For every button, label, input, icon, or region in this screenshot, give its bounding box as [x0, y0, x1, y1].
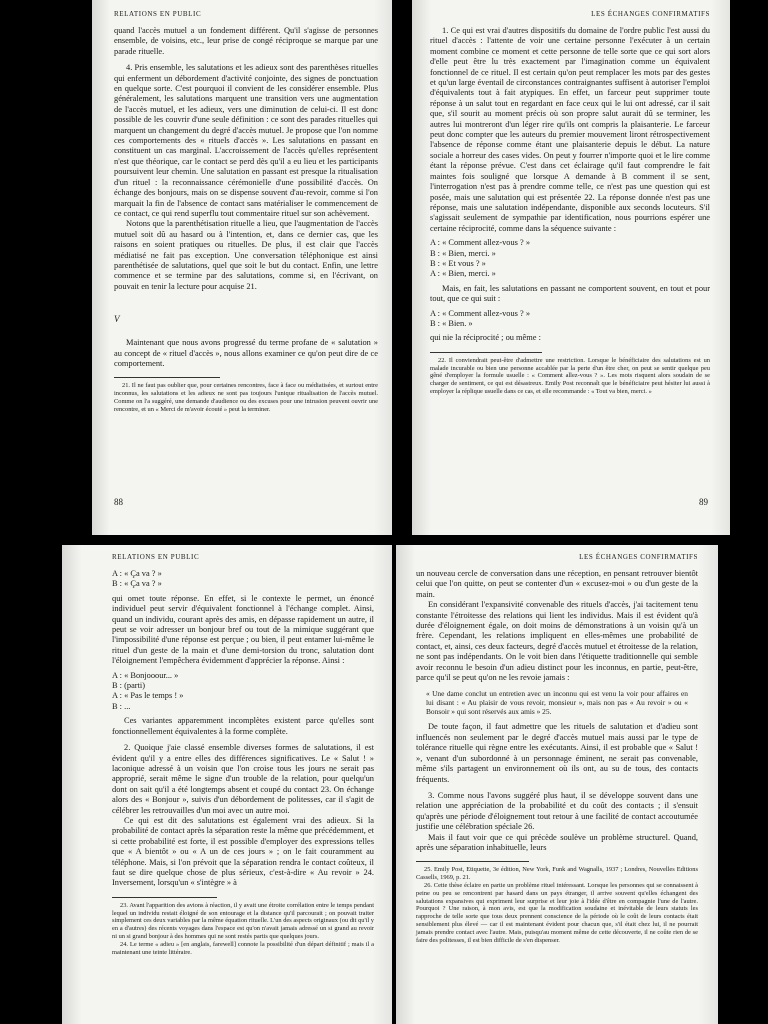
paragraph: qui omet toute réponse. En effet, si le contexte le permet, un énoncé individuel peut servir d'équivalent fonctionnel à l'échange complet. Ainsi, quand un individu, courant après des amis, en dépasse rapidement un autre, il peut se voir adresser un bonjour bref ou tout de la mimique suggérant que l'impossibilité d'une réponse est perçue ; ou bien, il peut entamer lui-même le rituel d'un geste de la main et d'une demi-torsion du tronc, salutation dont l'éloignement l'empêchera évidemment d'apprécier la réponse. Ainsi :	[112, 593, 374, 666]
page-body-mid	[430, 284, 710, 305]
dialogue-block	[112, 671, 374, 713]
paragraph: quand l'accès mutuel a un fondement différent. Qu'il s'agisse de personnes ensemble, de voisins, etc., leur prise de congé réciproque se marque par une parade rituelle.	[114, 26, 378, 56]
paragraph: Notons que la parenthétisation rituelle a lieu, que l'augmentation de l'accès mutuel soit dû au hasard ou à l'intention, et, dans ce dernier cas, que les raisons en soient pratiques ou rituelles. De plus, il est clair que l'accès médiatisé ne fait pas exception. Une conversation téléphonique est ainsi parenthétisée de salutations, quel que soit le but du contact. Enfin, une lettre commence et se termine par des salutations, comme si, en l'écrivant, on pouvait en tenir la lecture pour acquise 21.	[114, 219, 378, 291]
page-89	[412, 0, 730, 535]
paragraph: 1. Ce qui est vrai d'autres dispositifs du domaine de l'ordre public l'est aussi du rituel d'accès : l'attente de voir une certaine personne l'exécuter à un certain moment combine ce moment et cette personne de telle sorte que ce qui sort alors d'elle peut être lu très exactement par l'imagination comme un équivalent fonctionnel de ce rituel. Il est certain qu'on peut remplacer les mots par des gestes et qu'un large éventail de circonstances contraignantes suffisent à autoriser l'emploi d'équivalents tout à fait atypiques. En effet, un farceur peut supprimer toute réponse à un salut tout en regardant en face ceux qui le lui ont adressé, car il sait que, s'il sourit au moment précis où son propre salut aurait dû se terminer, les autres lui montreront d'un léger rire qu'ils ont compris la plaisanterie. Le farceur peut donc compter que les auteurs du premier mouvement liront rétrospectivement l'absence de réponse comme étant une plaisanterie depuis le début. La nature sociale a horreur des cases vides. On peut y fourrer n'importe quoi et le lire comme étant la réponse prévue. C'est dans cet éclairage qu'il faut comprendre le fait maintes fois souligné que lorsque A demande à B comment il se sent, l'interrogation n'est pas à prendre comme telle, ce n'est pas une question qui est posée, mais une salutation qui est présentée 22. La réponse donnée n'est pas une réponse, mais une salutation indépendante, disponible aux seconds locuteurs. S'il s'agissait seulement de sympathie par identification, nous pourrions espérer une certaine réciprocité, comme dans la séquence suivante :	[430, 26, 710, 233]
paragraph: 2. Quoique j'aie classé ensemble diverses formes de salutations, il est évident qu'il y a entre elles des différences significatives. Le « Salut ! » laconique adressé à un voisin que l'on croise tous les jours ne serait pas approprié, serait même le signe d'un trouble de la relation, pour quelqu'un dont on sait qu'il a été longtemps absent et coupé du contact 23. On échange alors des « Bonjour », suivis d'un débordement de politesses, car il s'agit de célébrer les retrouvailles d'un moi avec un autre moi.	[112, 743, 374, 815]
footnotes	[416, 866, 698, 944]
paragraph: 3. Comme nous l'avons suggéré plus haut, il se développe souvent dans une relation une appréciation de la probabilité et du coût des contacts ; il s'ensuit qu'après une période d'éloignement tout retour à une facilité de contact accoutumée justifie une célébration spéciale 26.	[416, 790, 698, 832]
paragraph: De toute façon, il faut admettre que les rituels de salutation et d'adieu sont influencés non seulement par le degré d'accès mutuel mais aussi par le type de tolérance rituelle qui règne entre les exécutants. Ainsi, il est probable que « Salut ! », venant d'un subordonné à un personnage éminent, ne serait pas convenable, même s'ils partagent un environnement où ils ont, au su de tous, des contacts fréquents.	[416, 722, 698, 784]
running-header	[112, 553, 374, 561]
dialogue-line: B : « Bien. »	[430, 318, 473, 328]
dialogue-line: B : ...	[112, 701, 131, 711]
running-header-text: LES ÉCHANGES CONFIRMATIFS	[579, 553, 698, 561]
dialogue-line: A : « Bien, merci. »	[430, 269, 496, 279]
footnotes	[114, 382, 378, 413]
dialogue-block	[112, 569, 374, 590]
dialogue-line: A : « Comment allez-vous ? »	[430, 308, 531, 318]
running-header	[114, 10, 378, 18]
footnote-rule	[112, 897, 217, 898]
paragraph: 4. Pris ensemble, les salutations et les adieux sont des parenthèses rituelles qui enferment un débordement d'activité conjointe, des signes de ponctuation en quelque sorte. C'est pourquoi il convient de les considérer ensemble. Plus généralement, les salutations marquent une transition vers une augmentation de l'accès mutuel, et les adieux, vers une diminution de celui-ci. Il est donc possible de les couvrir d'une seule définition : ce sont des parades rituelles qui marquent un changement du degré d'accès mutuel. Je propose que l'on nomme ces comportements des « rituels d'accès ». Les salutations en passant en constituent un cas marginal. L'accroissement de l'accès qu'elles représentent n'est que théorique, car le contact se perd dès qu'il a eu lieu et les participants poursuivent leur chemin. Une salutation en passant est presque la ritualisation d'un rituel : la reconnaissance cérémonielle d'une possibilité d'accès. On échange des bonjours, mais on se dispense souvent d'au-revoir, comme si l'on marquait la fin de l'absence de contact sans matérialiser le commencement de ce contact, ce qui rend superflu tout commentaire rituel sur son achèvement.	[114, 63, 378, 218]
running-header	[430, 10, 710, 18]
dialogue-line: B : « Bien, merci. »	[430, 248, 496, 258]
paragraph: qui nie la réciprocité ; ou même :	[430, 333, 541, 343]
page-91	[396, 545, 718, 1024]
paragraph: Mais, en fait, les salutations en passant ne comportent souvent, en tout et pour tout, que ce qui suit :	[430, 283, 710, 304]
footnote: 24. Le terme « adieu » [en anglais, farewell] connote la possibilité d'un départ définitif ; mais il a maintenant une teinte littéraire.	[112, 940, 374, 956]
footnote: 21. Il ne faut pas oublier que, pour certaines rencontres, face à face ou médiatisées, et surtout entre inconnus, les salutations et les adieux ne sont pas toujours l'unique ritualisation de l'accès mutuel. Comme on l'a suggéré, une demande d'audience ou des excuses pour une intrusion peuvent ouvrir une rencontre, et un « Merci de m'avoir écouté » peut la terminer.	[114, 382, 378, 413]
dialogue-line: A : « Bonjooour... »	[112, 670, 179, 680]
footnotes	[112, 902, 374, 957]
paragraph: Ces variantes apparemment incomplètes existent parce qu'elles sont fonctionnellement équivalentes à la forme complète.	[112, 716, 374, 736]
page-88	[92, 0, 392, 535]
dialogue-block	[430, 309, 710, 330]
page-body-mid	[112, 716, 374, 889]
dialogue-line: A : « Pas le temps ! »	[112, 691, 184, 701]
page-body	[114, 26, 378, 292]
running-header-text: LES ÉCHANGES CONFIRMATIFS	[591, 10, 710, 18]
page-number: 89	[699, 497, 708, 507]
block-quote: « Une dame conclut un entretien avec un inconnu qui est venu la voir pour affaires en lui disant : « Au plaisir de vous revoir, monsieur », mais non pas « Au revoir » ou « Bonsoir » qui sont réservés aux amis » 25.	[426, 689, 688, 717]
page-body	[112, 594, 374, 667]
footnote: 23. Avant l'apparition des avions à réaction, il y avait une étroite corrélation entre le temps pendant lequel un individu restait éloigné de son entourage et la distance qu'il parcourait ; on pouvait traiter simplement ces deux variables par la même équation rituelle. L'un des aspects originaux (ou dit qu'il y en a d'autres) des récents voyages dans l'espace est qu'on n'avait jamais adressé un si grand au revoir ni un si grand bonjour à des hommes qui ne sont restés partis que quelques jours.	[112, 901, 374, 940]
dialogue-block	[430, 238, 710, 280]
page-body-continued	[114, 338, 378, 369]
paragraph: Maintenant que nous avons progressé du terme profane de « salutation » au concept de « rituel d'accès », nous allons examiner ce qu'on peut dire de ce comportement.	[114, 338, 378, 368]
page-90	[62, 545, 392, 1024]
paragraph: En considérant l'expansivité convenable des rituels d'accès, j'ai tacitement tenu constante l'étroitesse des relations qui lient les individus. Mais il est évident qu'à durée d'éloignement égale, on doit moins de démonstrations à un voisin qu'à un frère. Cependant, les relations impliquent en elles-mêmes une probabilité de contact, et, ainsi, ces deux facteurs, degré d'accès mutuel et étroitesse de la relation, ne sont pas indépendants. On le voit bien dans l'étiquette traditionnelle qui semble avoir reconnu le besoin d'un adieu distinct pour les inconnus, en partie, peut-être, parce qu'il se peut qu'on ne les revoie jamais :	[416, 600, 698, 683]
page-body	[430, 26, 710, 234]
paragraph: un nouveau cercle de conversation dans une réception, en pensant retrouver bientôt celui que l'on quitte, on peut se contenter d'un « excusez-moi » ou d'un geste de la main.	[416, 569, 698, 599]
page-body-mid	[416, 722, 698, 853]
dialogue-line: B : « Ça va ? »	[112, 579, 162, 589]
page-body	[416, 569, 698, 683]
running-header-text: RELATIONS EN PUBLIC	[114, 10, 202, 18]
dialogue-line: B : « Et vous ? »	[430, 258, 486, 268]
paragraph: Mais il faut voir que ce qui précède soulève un problème structurel. Quand, après une séparation inhabituelle, leurs	[416, 832, 698, 852]
running-header-text: RELATIONS EN PUBLIC	[112, 553, 200, 561]
footnotes	[430, 357, 710, 396]
section-number: V	[114, 314, 120, 325]
dialogue-line: A : « Ça va ? »	[112, 569, 162, 578]
paragraph: Ce qui est dit des salutations est également vrai des adieux. Si la probabilité de contact après la séparation reste la même que précédemment, et si cette probabilité est forte, il est possible d'employer des expressions telles que « A bientôt » ou « A un de ces jours » ; on le fait couramment au téléphone. Mais, si l'on prévoit que la séparation rendra le contact coûteux, il faut se dire quelque chose de plus sérieux, c'est-à-dire « Au revoir » 24. Inversement, lorsqu'un « s'intègre » à	[112, 815, 374, 888]
running-header	[416, 553, 698, 561]
footnote-rule	[114, 377, 220, 378]
dialogue-line: A : « Comment allez-vous ? »	[430, 238, 531, 248]
footnote: 26. Cette thèse éclaire en partie un problème rituel intéressant. Lorsque les personnes qui se connaissent à peine ou peu se rencontrent par hasard dans un pays étranger, il arrive souvent qu'elles échangent des salutations expansives qui expriment leur surprise et leur joie à l'idée d'être en compagnie l'une de l'autre. Pourquoi ? Une raison, à mon avis, est que la modification soudaine et inévitable de leurs statuts les rapproche de telle sorte que tous deux prennent conscience de la période où le coût de leurs contacts était sensiblement plus élevé — car il est maintenant évident pour chacun que, s'il était chez lui, il ne pourrait jamais prendre contact avec l'autre. Mais, puisqu'au moment même de cette découverte, il ne coûte rien de se faire des politesses, il est bien difficile de s'en dispenser.	[416, 881, 698, 944]
footnote-rule	[416, 861, 529, 862]
dialogue-line: B : (parti)	[112, 681, 146, 691]
footnote: 22. Il conviendrait peut-être d'admettre une restriction. Lorsque le bénéficiaire des salutations est un malade incurable ou bien une personne accablée par la perte d'un être cher, on peut se sentir quelque peu gêné d'employer la formule usuelle : « Comment allez-vous ? ». Les mots risquent alors soudain de se charger de sentiment, ce qui est désastreux. Emily Post reconnaît que le bénéficiaire peut hésiter lui aussi à employer la réplique usuelle dans ce cas, et elle recommande : « Tout va bien, merci. »	[430, 356, 710, 395]
page-number: 88	[114, 497, 123, 507]
page-body-end	[430, 333, 710, 343]
footnote-rule	[430, 352, 542, 353]
footnote: 25. Emily Post, Etiquette, 3e édition, New York, Funk and Wagnalls, 1937 ; Londres, Nouvelles Editions Cassells, 1969, p. 21.	[416, 866, 698, 882]
